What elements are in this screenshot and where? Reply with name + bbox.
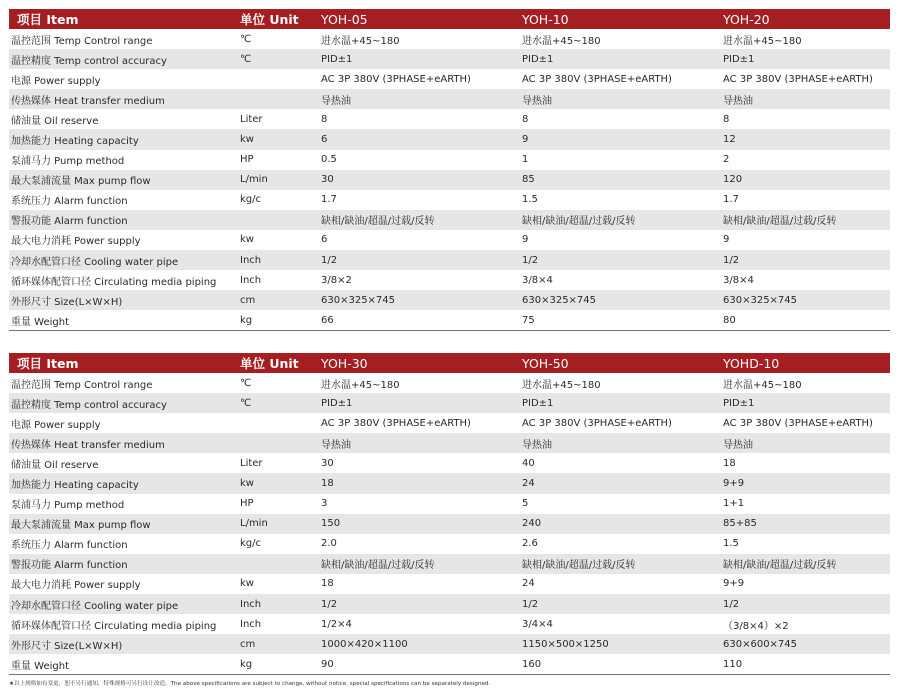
cell-row-label: 泵浦马力 Pump method <box>11 500 125 512</box>
cell-row-label: 温控精度 Temp control accuracy <box>11 55 167 67</box>
cell-model-c: 12 <box>723 134 736 146</box>
header-model-b: YOH-50 <box>522 355 569 371</box>
cell-row-label: 温控范围 Temp Control range <box>11 379 153 391</box>
cell-model-b: 缺相/缺油/超温/过载/反转 <box>522 216 636 228</box>
cell-model-a: AC 3P 380V (3PHASE+eARTH) <box>321 73 471 85</box>
cell-model-b: 9 <box>522 234 529 246</box>
cell-row-label: 系统压力 Alarm function <box>11 540 128 552</box>
cell-unit: kg/c <box>240 538 262 550</box>
cell-unit: cm <box>240 638 256 650</box>
cell-model-a: 30 <box>321 174 334 186</box>
table-row <box>9 310 890 331</box>
cell-model-b: 24 <box>522 478 535 490</box>
table-header <box>9 9 890 29</box>
cell-model-a: 8 <box>321 113 328 125</box>
cell-model-a: 1000×420×1100 <box>321 638 408 650</box>
cell-model-c: 3/8×4 <box>723 274 754 286</box>
table-row <box>9 270 890 290</box>
table-row <box>9 453 890 473</box>
cell-unit: ℃ <box>240 53 252 65</box>
table-row <box>9 554 890 574</box>
cell-model-b: 240 <box>522 518 542 530</box>
cell-unit: kg/c <box>240 194 262 206</box>
cell-unit: cm <box>240 294 256 306</box>
cell-model-b: 630×325×745 <box>522 294 597 306</box>
cell-model-b: AC 3P 380V (3PHASE+eARTH) <box>522 73 672 85</box>
table-row <box>9 69 890 89</box>
spec-table-1 <box>9 9 890 331</box>
cell-model-c: 1.7 <box>723 194 739 206</box>
cell-unit: kg <box>240 314 253 326</box>
cell-model-c: 630×600×745 <box>723 638 798 650</box>
cell-row-label: 冷却水配管口径 Cooling water pipe <box>11 600 179 612</box>
table-row <box>9 89 890 109</box>
header-unit: 单位 Unit <box>240 12 299 27</box>
table-row <box>9 433 890 453</box>
cell-model-c: PID±1 <box>723 53 755 65</box>
cell-model-b: 导热油 <box>522 439 552 451</box>
cell-unit: HP <box>240 498 254 510</box>
table-row <box>9 230 890 250</box>
cell-model-c: 导热油 <box>723 439 753 451</box>
cell-unit: Liter <box>240 457 263 469</box>
table-row <box>9 413 890 433</box>
cell-model-b: 5 <box>522 498 529 510</box>
cell-model-a: 1/2 <box>321 598 338 610</box>
table-row <box>9 150 890 170</box>
cell-model-b: 1/2 <box>522 598 539 610</box>
cell-model-c: PID±1 <box>723 397 755 409</box>
cell-model-a: 1/2×4 <box>321 618 352 630</box>
cell-model-c: 9+9 <box>723 478 745 490</box>
cell-row-label: 外形尺寸 Size(L×W×H) <box>11 296 123 308</box>
cell-row-label: 电源 Power supply <box>11 419 101 431</box>
cell-row-label: 最大泵浦流量 Max pump flow <box>11 520 151 532</box>
cell-row-label: 储油量 Oil reserve <box>11 115 99 127</box>
cell-model-a: 1/2 <box>321 254 338 266</box>
cell-unit: Inch <box>240 274 262 286</box>
cell-unit: kg <box>240 658 253 670</box>
cell-model-a: 缺相/缺油/超温/过载/反转 <box>321 216 435 228</box>
cell-model-a: PID±1 <box>321 397 353 409</box>
header-model-b: YOH-10 <box>522 11 569 27</box>
cell-model-a: 18 <box>321 478 334 490</box>
cell-model-c: 18 <box>723 457 736 469</box>
cell-model-c: 进水温+45~180 <box>723 35 802 47</box>
cell-model-c: 2 <box>723 154 730 166</box>
cell-model-c: 1/2 <box>723 254 740 266</box>
table-row <box>9 514 890 534</box>
table-row <box>9 129 890 149</box>
table-row <box>9 594 890 614</box>
cell-row-label: 警报功能 Alarm function <box>11 216 128 228</box>
cell-model-c: 进水温+45~180 <box>723 379 802 391</box>
spec-table-2 <box>9 353 890 675</box>
cell-unit: ℃ <box>240 397 252 409</box>
header-model-c: YOHD-10 <box>723 355 780 371</box>
table-row <box>9 373 890 393</box>
cell-model-a: 进水温+45~180 <box>321 379 400 391</box>
cell-model-b: 40 <box>522 457 535 469</box>
cell-model-c: AC 3P 380V (3PHASE+eARTH) <box>723 73 873 85</box>
cell-model-a: 导热油 <box>321 439 351 451</box>
cell-model-b: PID±1 <box>522 53 554 65</box>
cell-model-b: 160 <box>522 658 542 670</box>
cell-model-b: 进水温+45~180 <box>522 379 601 391</box>
cell-model-b: 1150×500×1250 <box>522 638 609 650</box>
cell-row-label: 加热能力 Heating capacity <box>11 136 139 148</box>
cell-model-a: 6 <box>321 134 328 146</box>
cell-row-label: 储油量 Oil reserve <box>11 459 99 471</box>
cell-model-b: 2.6 <box>522 538 538 550</box>
table-row <box>9 494 890 514</box>
cell-model-c: 导热油 <box>723 95 753 107</box>
cell-unit: kw <box>240 134 254 146</box>
cell-row-label: 最大电力消耗 Power supply <box>11 236 141 248</box>
cell-unit: kw <box>240 478 254 490</box>
cell-unit: L/min <box>240 174 268 186</box>
cell-row-label: 循环媒体配管口径 Circulating media piping <box>11 276 217 288</box>
cell-row-label: 温控范围 Temp Control range <box>11 35 153 47</box>
cell-row-label: 最大泵浦流量 Max pump flow <box>11 176 151 188</box>
cell-model-b: 9 <box>522 134 529 146</box>
cell-model-c: （3/8×4）×2 <box>723 620 789 632</box>
cell-model-b: 1/2 <box>522 254 539 266</box>
table-row <box>9 634 890 654</box>
table-row <box>9 654 890 675</box>
cell-model-c: AC 3P 380V (3PHASE+eARTH) <box>723 417 873 429</box>
cell-model-c: 1.5 <box>723 538 739 550</box>
cell-model-b: 24 <box>522 578 535 590</box>
cell-unit: HP <box>240 154 254 166</box>
cell-model-c: 85+85 <box>723 518 757 530</box>
table-row <box>9 109 890 129</box>
cell-unit: L/min <box>240 518 268 530</box>
cell-row-label: 加热能力 Heating capacity <box>11 480 139 492</box>
header-row-label: 项目 Item <box>17 356 79 371</box>
cell-row-label: 电源 Power supply <box>11 75 101 87</box>
cell-unit: Inch <box>240 618 262 630</box>
header-unit: 单位 Unit <box>240 356 299 371</box>
table-row <box>9 534 890 554</box>
cell-row-label: 警报功能 Alarm function <box>11 560 128 572</box>
cell-row-label: 重量 Weight <box>11 316 70 328</box>
table-row <box>9 250 890 270</box>
cell-unit: ℃ <box>240 377 252 389</box>
table-row <box>9 29 890 49</box>
cell-row-label: 外形尺寸 Size(L×W×H) <box>11 640 123 652</box>
cell-model-a: 30 <box>321 457 334 469</box>
cell-model-c: 9 <box>723 234 730 246</box>
cell-unit: Inch <box>240 254 262 266</box>
cell-model-b: 1.5 <box>522 194 538 206</box>
cell-model-c: 1+1 <box>723 498 745 510</box>
cell-model-c: 120 <box>723 174 743 186</box>
cell-model-b: 1 <box>522 154 529 166</box>
cell-model-a: 3 <box>321 498 328 510</box>
header-row-label: 项目 Item <box>17 12 79 27</box>
footnote: ★以上规格如有变更，恕不另行通知，特殊规格可另行设计改造。The above specifications are subject to change, without notice, special specifications can be separately designed. <box>9 681 491 687</box>
header-model-a: YOH-05 <box>321 11 368 27</box>
cell-model-c: 110 <box>723 658 743 670</box>
cell-model-b: 缺相/缺油/超温/过载/反转 <box>522 560 636 572</box>
table-row <box>9 574 890 594</box>
cell-row-label: 传热媒体 Heat transfer medium <box>11 95 165 107</box>
cell-model-b: 3/8×4 <box>522 274 553 286</box>
cell-row-label: 泵浦马力 Pump method <box>11 156 125 168</box>
cell-model-b: 85 <box>522 174 535 186</box>
cell-model-c: 缺相/缺油/超温/过载/反转 <box>723 216 837 228</box>
cell-row-label: 最大电力消耗 Power supply <box>11 580 141 592</box>
table-row <box>9 210 890 230</box>
cell-unit: ℃ <box>240 33 252 45</box>
cell-model-c: 1/2 <box>723 598 740 610</box>
cell-model-b: 3/4×4 <box>522 618 553 630</box>
cell-model-a: PID±1 <box>321 53 353 65</box>
cell-model-a: 1.7 <box>321 194 337 206</box>
cell-model-a: 缺相/缺油/超温/过载/反转 <box>321 560 435 572</box>
cell-model-b: 导热油 <box>522 95 552 107</box>
cell-model-c: 缺相/缺油/超温/过载/反转 <box>723 560 837 572</box>
cell-model-c: 630×325×745 <box>723 294 798 306</box>
cell-row-label: 系统压力 Alarm function <box>11 196 128 208</box>
header-model-c: YOH-20 <box>723 11 770 27</box>
table-row <box>9 190 890 210</box>
cell-model-a: 90 <box>321 658 334 670</box>
table-row <box>9 614 890 634</box>
table-row <box>9 473 890 493</box>
cell-row-label: 传热媒体 Heat transfer medium <box>11 439 165 451</box>
cell-row-label: 循环媒体配管口径 Circulating media piping <box>11 620 217 632</box>
table-row <box>9 393 890 413</box>
cell-model-a: 150 <box>321 518 341 530</box>
cell-model-b: 75 <box>522 314 535 326</box>
cell-row-label: 重量 Weight <box>11 660 70 672</box>
cell-model-b: AC 3P 380V (3PHASE+eARTH) <box>522 417 672 429</box>
cell-model-c: 80 <box>723 314 736 326</box>
cell-model-a: 3/8×2 <box>321 274 352 286</box>
cell-model-a: 630×325×745 <box>321 294 396 306</box>
cell-model-a: 0.5 <box>321 154 337 166</box>
cell-unit: Liter <box>240 113 263 125</box>
cell-model-a: 6 <box>321 234 328 246</box>
cell-model-a: 导热油 <box>321 95 351 107</box>
cell-unit: kw <box>240 234 254 246</box>
cell-model-b: 进水温+45~180 <box>522 35 601 47</box>
table-row <box>9 49 890 69</box>
cell-model-a: 2.0 <box>321 538 337 550</box>
cell-model-c: 8 <box>723 113 730 125</box>
cell-unit: kw <box>240 578 254 590</box>
cell-model-b: 8 <box>522 113 529 125</box>
cell-model-a: 66 <box>321 314 334 326</box>
cell-row-label: 冷却水配管口径 Cooling water pipe <box>11 256 179 268</box>
header-model-a: YOH-30 <box>321 355 368 371</box>
table-row <box>9 290 890 310</box>
table-row <box>9 170 890 190</box>
cell-unit: Inch <box>240 598 262 610</box>
cell-model-a: 进水温+45~180 <box>321 35 400 47</box>
cell-model-a: AC 3P 380V (3PHASE+eARTH) <box>321 417 471 429</box>
table-header <box>9 353 890 373</box>
cell-model-a: 18 <box>321 578 334 590</box>
cell-row-label: 温控精度 Temp control accuracy <box>11 399 167 411</box>
cell-model-c: 9+9 <box>723 578 745 590</box>
cell-model-b: PID±1 <box>522 397 554 409</box>
